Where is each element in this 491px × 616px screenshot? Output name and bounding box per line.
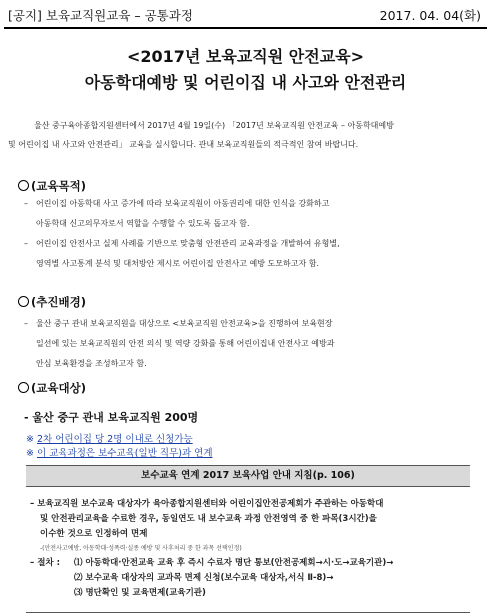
section-purpose-heading: (교육목적) [18,178,86,194]
reference-title: 보수교육 연계 2017 보육사업 안내 지침(p. 106) [26,465,470,487]
header-divider [4,27,487,29]
background-bullet-1: – 울산 중구 관내 보육교직원을 대상으로 <보육교직원 안전교육>을 진행하여 보육현장 일선에 있는 보육교직원의 안전 의식 및 역량 강화를 통해 어린이집내 안전사고 예방과 안심 보육환경을 조성하고자 함. [24,319,335,368]
circle-bullet-icon [18,180,29,191]
intro-line2: 및 어린이집 내 사고와 안전관리」 교육을 실시합니다. 관내 보육교직원들의 적극적인 참여 바랍니다. [8,140,359,149]
page-title-line2: 아동학대예방 및 어린이집 내 사고와 안전관리 [84,73,407,92]
target-note-2: ※ 이 교육과정은 보수교육(일반 직무)과 연계 [26,448,213,459]
procedure-step-3: ⑶ 명단확인 및 교육면제(교육기관) [74,588,206,598]
circle-bullet-icon [18,296,29,307]
purpose-bullet-2: – 어린이집 안전사고 실제 사례를 기반으로 맞춤형 안전관리 교육과정을 개발하여 유형별, 영역별 사고통계 분석 및 대처방안 제시로 어린이집 안전사고 예방 도모하고자 함. [24,239,340,268]
section-target-heading: (교육대상) [18,380,86,396]
page-title-line1: <2017년 보육교직원 안전교육> [126,47,365,66]
notice-date: 2017. 04. 04(화) [379,8,481,23]
notice-label: [공지] 보육교직원교육 – 공통과정 [8,8,193,23]
target-note-1: ※ 2차 어린이집 당 2명 이내로 신청가능 [26,434,193,445]
reference-small-note: -(안전사고예방, 아동학대·성폭력·실종 예방 및 사후처리 중 한 과목 선택인정) [40,545,242,552]
intro-paragraph [8,116,483,154]
intro-line1: 울산 중구육아종합지원센터에서 2017년 4월 19일(수) 「2017년 보육교직원 안전교육 – 아동학대예방 [34,121,394,130]
reference-steps [74,556,393,601]
procedure-step-2: ⑵ 보수교육 대상자의 교과목 면제 신청(보수교육 대상자,서식 Ⅱ-8)→ [74,573,334,583]
section-background-heading: (추진배경) [18,294,86,310]
reference-procedure-label: – 절차 : [30,558,60,568]
target-main: - 울산 중구 관내 보육교직원 200명 [24,411,199,424]
procedure-step-1: ⑴ 아동학대·안전교육 교육 후 즉시 수료자 명단 통보(안전공제회→시·도→교육기관)→ [74,558,394,568]
purpose-bullet-1: – 어린이집 아동학대 사고 증가에 따라 보육교직원이 아동권리에 대한 인식을 강화하고 아동학대 신고의무자로서 역할을 수행할 수 있도록 돕고자 함. [24,199,330,228]
reference-paragraph: – 보육교직원 보수교육 대상자가 육아종합지원센터와 어린이집안전공제회가 주관하는 아동학대 및 안전관리교육을 수료한 경우, 동일연도 내 보수교육 과정 안전영역 중 한 파목(3시간)을 이수한 것으로 인정하여 면제 [30,499,384,539]
reference-body [26,486,470,613]
circle-bullet-icon [18,382,29,393]
